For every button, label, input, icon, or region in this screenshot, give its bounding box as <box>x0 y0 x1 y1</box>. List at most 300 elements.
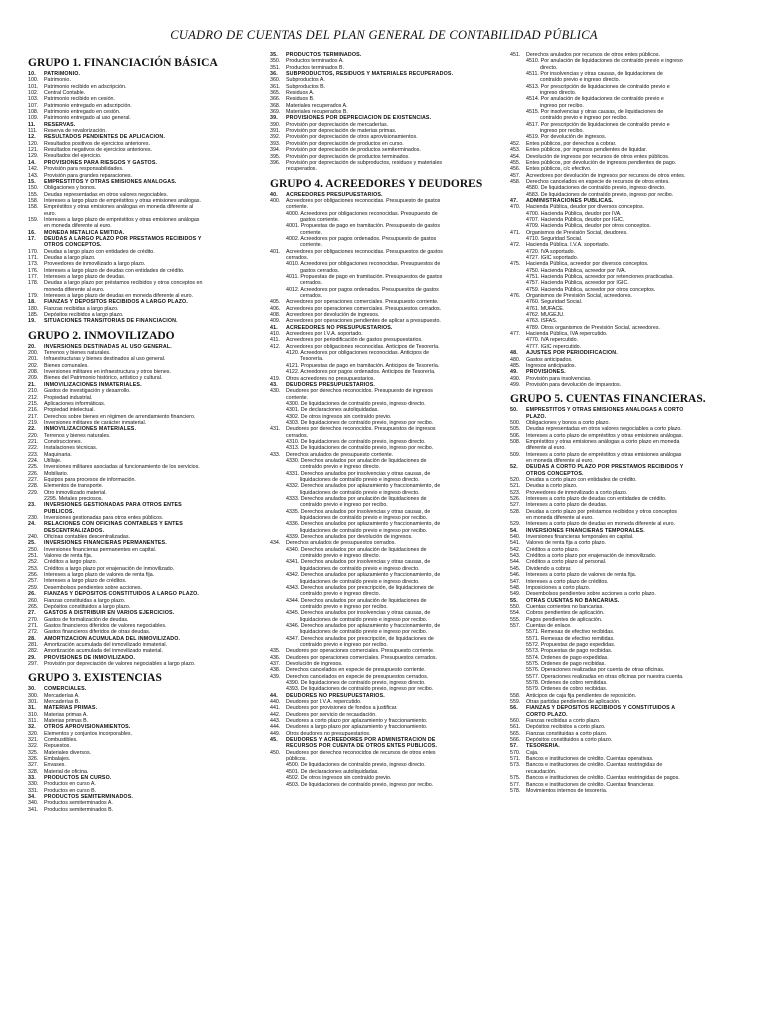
account-text: Patrimonio. <box>44 77 71 84</box>
account-text: Embalajes. <box>44 756 71 763</box>
account-text: Organismos de Previsión Social, acreedores. <box>526 293 632 300</box>
account-text: liquidaciones de contraído previo e ingreso por recibo. <box>300 515 428 522</box>
account-text: 4727. IGIC soportado. <box>526 255 579 261</box>
account-text: Créditos a largo plazo por enajenación de inmovilizado. <box>44 565 175 572</box>
account-code: 566. <box>510 737 521 744</box>
account-code: 222. <box>28 445 39 452</box>
account-text: INVERSIONES DESTINADAS AL USO GENERAL. <box>44 343 172 350</box>
account-text: Subproductos B. <box>286 83 326 90</box>
account-text: Deudores por derechos reconocidos de recursos de otros entes <box>286 749 436 756</box>
account-text: RECURSOS POR CUENTA DE OTROS ENTES PÚBLICOS. <box>286 743 438 750</box>
account-heading <box>28 318 272 324</box>
account-text: Repuestos. <box>44 743 71 750</box>
account-code: 179. <box>28 293 39 300</box>
account-code: 173. <box>28 261 39 268</box>
account-text: Inversiones militares asociadas al funcionamiento de los servicios. <box>44 464 200 471</box>
account-line <box>270 782 510 788</box>
account-text: Productos semiterminados A. <box>44 800 113 807</box>
account-code: 438. <box>270 667 281 674</box>
account-text: Desembolsos pendientes sobre acciones a corto plazo. <box>526 591 656 598</box>
account-code: 17. <box>28 235 36 242</box>
account-line <box>510 788 760 794</box>
account-code: 419. <box>270 375 281 382</box>
account-code: 390. <box>270 121 281 128</box>
account-code: 571. <box>510 756 521 763</box>
account-text: 4346. Derechos anulados por aplazamiento y fraccionamiento, de <box>286 622 441 629</box>
account-code: 449. <box>270 730 281 737</box>
account-text: Depósitos constituidos a largo plazo. <box>44 603 131 610</box>
account-text: Acreedores por obligaciones reconocidas. Anticipos de Tesorería. <box>286 343 440 350</box>
account-text: Depósitos recibidos a corto plazo. <box>526 724 606 731</box>
account-text: Obligaciones y bonos a corto plazo. <box>526 419 610 426</box>
account-text: 4500. De liquidaciones de contraído previo, ingreso directo. <box>286 762 426 769</box>
account-text: Otro inmovilizado material. <box>44 489 107 496</box>
account-text: MONEDA METÁLICA EMITIDA. <box>44 229 125 236</box>
account-text: Mobiliario. <box>44 470 69 477</box>
account-code: 55. <box>510 597 518 604</box>
account-text: 4757. Hacienda Pública, acreedor por IGIC. <box>526 280 629 287</box>
account-text: MATERIAS PRIMAS. <box>44 705 98 712</box>
account-text: Deudas representadas en otros valores negociables a corto plazo. <box>526 426 682 433</box>
account-text: 4759. Hacienda Pública, acreedor por otros conceptos. <box>526 286 656 293</box>
account-text: AJUSTES POR PERIODIFICACIÓN. <box>526 350 618 357</box>
account-code: 30. <box>28 686 36 693</box>
account-text: Intereses a largo plazo de empréstitos y otras emisiones análogas <box>44 216 200 223</box>
account-code: 282. <box>28 648 39 655</box>
account-text: Acreedores por operaciones pendientes de aplicar a presupuesto. <box>286 318 441 325</box>
account-code: 341. <box>28 806 39 813</box>
account-text: Gastos de investigación y desarrollo. <box>44 388 131 395</box>
account-text: Inversiones militares de carácter inmaterial. <box>44 419 147 426</box>
account-text: Deudores por derechos reconocidos. Presupuestos de ingresos <box>286 426 436 433</box>
account-text: 4502. De otros ingresos sin contraído previo. <box>286 775 392 782</box>
account-text: Gastos financieros diferidos de valores negociables. <box>44 622 167 629</box>
account-line <box>28 807 272 813</box>
account-text: INVERSIONES FINANCIERAS TEMPORALES. <box>526 527 645 534</box>
account-code: 499. <box>510 381 521 388</box>
account-text: Derechos cancelados en especie de presupuestos cerrados. <box>286 673 429 680</box>
account-text: corriente. <box>286 394 309 401</box>
account-code: 201. <box>28 356 39 363</box>
account-code: 27. <box>28 610 36 617</box>
account-code: 212. <box>28 394 39 401</box>
account-code: 431. <box>270 426 281 433</box>
account-text: Resultados positivos de ejercicios anteriores. <box>44 140 150 147</box>
group-heading: GRUPO 5. CUENTAS FINANCIERAS. <box>510 393 706 406</box>
account-text: DEUDORES PRESUPUESTARIOS. <box>286 381 376 388</box>
account-text: contraído previo e ingreso por recibo. <box>300 502 388 509</box>
account-code: 101. <box>28 83 39 90</box>
account-code: 360. <box>270 77 281 84</box>
account-code: 437. <box>270 660 281 667</box>
account-code: 330. <box>28 781 39 788</box>
account-code: 545. <box>510 565 521 572</box>
account-text: Productos terminados B. <box>286 64 344 71</box>
account-text: liquidaciones de contraído previo e ingreso directo. <box>300 565 420 572</box>
account-code: 550. <box>510 603 521 610</box>
account-text: 5571. Remesas de efectivo remitidas. <box>526 635 615 642</box>
account-text: Patrimonio recibido en cesión. <box>44 96 115 103</box>
account-code: 257. <box>28 578 39 585</box>
account-text: 4336. Derechos anulados por aplazamiento y fraccionamiento, de <box>286 521 441 528</box>
account-text: Dividendo a cobrar. <box>526 565 572 572</box>
account-code: 331. <box>28 787 39 794</box>
account-text: euro. <box>44 210 57 217</box>
account-text: 4343. Derechos anulados por prescripción, de liquidaciones de <box>286 584 434 591</box>
account-text: Otras partidas pendientes de aplicación. <box>526 699 621 706</box>
account-code: 40. <box>270 191 278 198</box>
account-text: AMORTIZACIÓN ACUMULADA DEL INMOVILIZADO. <box>44 635 181 642</box>
account-text: cerrados. <box>286 432 309 439</box>
account-text: PROVISIONES. <box>526 369 566 376</box>
account-code: 171. <box>28 254 39 261</box>
account-code: 229. <box>28 489 39 496</box>
account-code: 18. <box>28 299 36 306</box>
account-code: 540. <box>510 534 521 541</box>
account-text: PRODUCTOS EN CURSO. <box>44 775 112 782</box>
account-code: 559. <box>510 699 521 706</box>
account-text: Valores de renta fija a corto plazo. <box>526 540 606 547</box>
account-text: moneda diferente al euro. <box>44 286 105 293</box>
account-code: 224. <box>28 457 39 464</box>
account-text: liquidaciones de contraído previo e ingreso directo. <box>300 477 420 483</box>
account-text: Provisión por depreciación de productos en curso. <box>286 140 404 147</box>
account-code: 54. <box>510 527 518 534</box>
account-text: Provisión para grandes reparaciones. <box>44 172 133 179</box>
account-text: PRODUCTOS SEMITERMINADOS. <box>44 794 133 801</box>
account-code: 176. <box>28 267 39 274</box>
account-text: Combustibles. <box>44 737 78 744</box>
account-code: 26. <box>28 591 36 598</box>
account-code: 35. <box>270 52 278 58</box>
account-text: 5571. Remesas de efectivo recibidas. <box>526 629 615 636</box>
account-code: 20. <box>28 343 36 350</box>
account-text: gastos cerrados. <box>300 267 340 274</box>
account-text: 5574. Órdenes de pago expedidas. <box>526 654 609 661</box>
account-code: 542. <box>510 546 521 553</box>
account-text: Bancos e instituciones de crédito. Cuentas restringidas de <box>526 762 663 769</box>
account-text: Acreedores por devolución de ingresos por recursos de otros entes. <box>526 172 686 179</box>
account-code: 561. <box>510 724 521 731</box>
account-text: Derechos cancelados en especie de recursos de otros entes. <box>526 178 670 185</box>
account-text: TESORERÍA. <box>526 743 560 750</box>
account-code: 365. <box>270 90 281 97</box>
account-text: en moneda diferente al euro. <box>526 515 594 522</box>
account-text: 4750. Hacienda Pública, acreedor por IVA. <box>526 267 627 274</box>
account-text: 4012. Acreedores por pagos ordenados. Presupuestos de gastos <box>286 286 439 293</box>
account-text: Provisión por depreciación de valores negociables a largo plazo. <box>44 660 196 667</box>
account-text: Derechos anulados por recursos de otros entes públicos. <box>526 52 660 58</box>
account-text: Pagos pendientes de aplicación. <box>526 616 603 623</box>
account-text: Patrimonio entregado en adscripción. <box>44 102 132 109</box>
account-text: 4763. ISFAS. <box>526 318 558 325</box>
account-text: 4514. Por anulación de liquidaciones de contraído previo e <box>526 96 664 103</box>
account-text: Hacienda Pública, IVA repercutido. <box>526 331 608 338</box>
account-text: Derechos cancelados en especie de presupuesto corriente. <box>286 667 426 674</box>
account-text: Devolución de ingresos. <box>286 660 343 667</box>
account-text: Deudores por derechos reconocidos. Presupuesto de ingresos <box>286 388 433 395</box>
account-text: Provisión por depreciación de productos terminados. <box>286 153 410 160</box>
account-text: Provisión para insolvencias. <box>526 375 592 382</box>
account-code: 442. <box>270 711 281 718</box>
account-text: GASTOS A DISTRIBUIR EN VARIOS EJERCICIOS. <box>44 610 175 617</box>
account-text: 4700. Hacienda Pública, deudor por IVA. <box>526 210 622 217</box>
account-code: 43. <box>270 381 278 388</box>
account-code: 265. <box>28 603 39 610</box>
account-text: Productos en curso A. <box>44 781 96 788</box>
account-text: recaudación. <box>526 768 557 775</box>
account-text: Acreedores por devolución de ingresos. <box>286 312 380 319</box>
account-text: Tesorería. <box>300 356 324 363</box>
account-code: 480. <box>510 356 521 363</box>
account-code: 228. <box>28 483 39 490</box>
account-text: Materiales diversos. <box>44 749 92 756</box>
group-heading: GRUPO 3. EXISTENCIAS <box>28 672 162 685</box>
account-text: Patrimonio entregado en cesión. <box>44 109 121 116</box>
account-text: 4517. Por prescripción de liquidaciones de contraído previo e <box>526 121 670 128</box>
account-text: 5575. Órdenes de pago recibidas. <box>526 660 606 667</box>
account-code: 121. <box>28 147 39 154</box>
account-text: diferente al euro. <box>526 445 566 452</box>
account-code: 34. <box>28 794 36 801</box>
account-text: Deudas a largo plazo con entidades de crédito. <box>44 248 155 255</box>
account-code: 177. <box>28 274 39 280</box>
account-text: Maquinaria. <box>44 451 72 458</box>
account-text: ACREEDORES PRESUPUESTARIOS. <box>286 191 383 198</box>
account-code: 223. <box>28 451 39 458</box>
account-text: Materiales recuperados B. <box>286 109 348 116</box>
account-code: 256. <box>28 572 39 579</box>
account-text: corriente. <box>300 242 323 249</box>
account-code: 44. <box>270 692 278 699</box>
account-text: Equipos para procesos de información. <box>44 476 136 483</box>
account-text: Materias primas B. <box>44 718 89 724</box>
account-text: Proveedores de inmovilizado a corto plazo. <box>526 489 628 496</box>
account-text: Devolución de ingresos por recursos de otros entes públicos. <box>526 153 670 160</box>
account-text: Materias primas A. <box>44 711 88 718</box>
account-code: 322. <box>28 743 39 750</box>
account-text: cerrados. <box>286 254 309 261</box>
account-text: Instalaciones técnicas. <box>44 445 98 452</box>
account-text: contraído previo e ingreso por recibo. <box>540 115 628 122</box>
account-code: 108. <box>28 109 39 116</box>
account-code: 320. <box>28 730 39 737</box>
account-code: 22. <box>28 426 36 433</box>
account-text: Deudores a corto plazo por aplazamiento y fraccionamiento. <box>286 718 428 725</box>
account-code: 430. <box>270 388 281 395</box>
account-text: Intereses a corto plazo de empréstitos y otras emisiones análogas. <box>526 432 683 439</box>
account-code: 217. <box>28 413 39 420</box>
account-text: Terrenos y bienes naturales. <box>44 350 111 357</box>
account-text: 5577. Operaciones realizadas en otras oficinas por nuestra cuenta. <box>526 673 684 680</box>
account-text: 4310. De liquidaciones de contraído previo, ingreso directo. <box>286 438 426 445</box>
account-text: Residuos B. <box>286 96 315 103</box>
account-text: Central Contable. <box>44 90 86 97</box>
account-text: Otros acreedores no presupuestarios. <box>286 375 375 382</box>
account-code: 575. <box>510 775 521 782</box>
account-code: 221. <box>28 438 39 445</box>
account-code: 36. <box>270 71 278 78</box>
account-code: 321. <box>28 737 39 744</box>
account-text: Derechos sobre bienes en régimen de arrendamiento financiero. <box>44 413 196 420</box>
account-code: 270. <box>28 616 39 623</box>
account-code: 557. <box>510 622 521 629</box>
account-text: Deudores por I.V.A. repercutido. <box>286 699 362 706</box>
account-code: 250. <box>28 546 39 553</box>
account-text: Provisión por depreciación de otros aprovisionamientos. <box>286 134 418 141</box>
column-2 <box>270 52 510 1020</box>
account-text: PLAZO. <box>526 413 547 420</box>
account-text: Bienes del Patrimonio histórico, artístico y cultural. <box>44 375 163 382</box>
account-code: 361. <box>270 83 281 90</box>
account-text: corriente. <box>286 204 309 211</box>
account-code: 546. <box>510 572 521 579</box>
account-code: 102. <box>28 90 39 97</box>
account-text: cerrados. <box>300 280 323 287</box>
account-text: 4390. De liquidaciones de contraído previo, ingreso directo. <box>286 680 426 686</box>
account-text: Depósitos recibidos a largo plazo. <box>44 312 124 319</box>
account-text: ingreso por recibo. <box>540 102 584 109</box>
account-text: 2295. Metales preciosos. <box>44 496 103 502</box>
account-text: Valores de renta fija. <box>44 553 93 560</box>
account-text: FIANZAS Y DEPÓSITOS RECIBIDOS Y CONSTITUIDOS A <box>526 705 676 712</box>
account-text: 4331. Derechos anulados por insolvencias y otras causas, de <box>286 470 431 477</box>
account-text: Movimientos internos de tesorería. <box>526 787 608 794</box>
account-code: 129. <box>28 153 39 160</box>
account-code: 527. <box>510 502 521 509</box>
account-code: 455. <box>510 159 521 166</box>
account-text: Empréstitos y otras emisiones análogas en moneda diferente al <box>44 204 194 211</box>
account-code: 328. <box>28 768 39 775</box>
account-text: Patrimonio entregado al uso general. <box>44 115 131 122</box>
account-code: 505. <box>510 426 521 433</box>
account-code: 311. <box>28 718 38 724</box>
account-code: 120. <box>28 140 39 147</box>
account-code: 271. <box>28 622 39 629</box>
account-text: Intereses a largo plazo de valores de renta fija. <box>44 572 155 579</box>
account-code: 548. <box>510 584 521 591</box>
account-code: 406. <box>270 305 281 312</box>
account-code: 565. <box>510 730 521 737</box>
account-text: Empréstitos y otras emisiones análogas a corto plazo en moneda <box>526 438 680 445</box>
account-text: Desembolsos pendientes sobre acciones. <box>44 584 143 591</box>
account-code: 554. <box>510 610 521 617</box>
account-text: Cuentas de enlace. <box>526 622 572 629</box>
account-text: CORTO PLAZO. <box>526 711 568 718</box>
account-code: 12. <box>28 134 36 141</box>
account-text: Inversiones financieras permanentes en capital. <box>44 546 157 553</box>
account-code: 368. <box>270 102 281 109</box>
account-code: 48. <box>510 350 518 357</box>
account-code: 477. <box>510 331 521 338</box>
account-code: 200. <box>28 350 39 357</box>
account-text: Otros deudores no presupuestarios. <box>286 730 371 737</box>
account-text: SITUACIONES TRANSITORIAS DE FINANCIACIÓN. <box>44 318 178 325</box>
account-code: 458. <box>510 178 521 185</box>
account-text: 4345. Derechos anulados por insolvencias y otras causas, de <box>286 610 431 617</box>
account-code: 33. <box>28 775 36 782</box>
account-text: contraído previo e ingreso directo. <box>540 77 621 84</box>
account-text: Intereses a largo plazo de créditos. <box>44 578 127 585</box>
account-text: Productos terminados A. <box>286 58 344 65</box>
account-text: 5579. Órdenes de cobro recibidas. <box>526 686 608 693</box>
account-code: 475. <box>510 261 521 268</box>
account-text: Anticipos de caja fija pendientes de reposición. <box>526 692 637 699</box>
account-text: 4000. Acreedores por obligaciones reconocidas. Presupuesto de <box>286 210 438 217</box>
account-text: Deudores por provisiones de fondos a justificar. <box>286 705 398 712</box>
account-text: 4010. Acreedores por obligaciones reconocidas. Presupuestos de <box>286 261 441 268</box>
account-text: Intereses a largo plazo de deudas en moneda diferente al euro. <box>44 293 194 300</box>
account-text: 5573. Propuestas de pago recibidas. <box>526 648 613 655</box>
account-text: COMERCIALES. <box>44 686 87 693</box>
account-text: EMPRÉSTITOS Y OTRAS EMISIONES ANÁLOGAS. <box>44 178 177 185</box>
account-code: 411. <box>270 337 280 344</box>
account-text: Mercaderías B. <box>44 698 80 705</box>
account-text: Infraestructuras y bienes destinados al uso general. <box>44 356 166 363</box>
account-code: 520. <box>510 477 521 483</box>
column-3 <box>510 52 760 1020</box>
account-code: 111. <box>28 128 38 135</box>
account-code: 14. <box>28 159 36 166</box>
account-text: Deudas a corto plazo por préstamos recibidos y otros conceptos <box>526 508 678 515</box>
account-code: 49. <box>510 369 518 376</box>
account-text: Bancos e instituciones de crédito. Cuentas financieras. <box>526 781 655 788</box>
account-code: 50. <box>510 407 518 414</box>
account-text: Reserva de revalorización. <box>44 128 107 135</box>
account-code: 434. <box>270 540 281 547</box>
account-code: 143. <box>28 172 39 179</box>
account-text: Deudores por servicio de recaudación. <box>286 711 377 718</box>
account-text: 5576. Operaciones realizadas por cuenta de otras oficinas. <box>526 667 665 674</box>
account-text: Cobros pendientes de aplicación. <box>526 610 605 617</box>
account-text: 4503. De liquidaciones de contraído previo, ingreso por recibo. <box>286 781 434 788</box>
account-code: 202. <box>28 362 39 369</box>
account-text: Intereses a corto plazo de deudas. <box>526 502 608 509</box>
account-code: 107. <box>28 102 39 109</box>
account-text: Bancos e instituciones de crédito. Cuentas operativas. <box>526 756 654 763</box>
account-text: Elementos de transporte. <box>44 483 104 490</box>
account-text: 4710. Seguridad Social. <box>526 235 583 242</box>
account-code: 100. <box>28 77 39 84</box>
account-code: 142. <box>28 166 39 173</box>
account-code: 23. <box>28 502 36 509</box>
account-code: 209. <box>28 375 39 382</box>
account-text: RESULTADOS PENDIENTES DE APLICACIÓN. <box>44 134 165 141</box>
account-code: 16. <box>28 229 36 236</box>
account-code: 400. <box>270 197 281 204</box>
account-code: 436. <box>270 654 281 661</box>
account-code: 450. <box>270 749 281 756</box>
account-code: 208. <box>28 369 39 376</box>
account-code: 454. <box>510 153 521 160</box>
account-text: 5578. Órdenes de cobro remitidas. <box>526 680 608 686</box>
account-code: 412. <box>270 343 281 350</box>
account-text: 4340. Derechos anulados por anulación de liquidaciones de <box>286 546 427 553</box>
account-code: 544. <box>510 559 521 566</box>
account-text: Créditos a corto plazo. <box>526 546 579 553</box>
account-code: 227. <box>28 476 39 483</box>
account-text: FIANZAS Y DEPÓSITOS RECIBIDOS A LARGO PLAZO. <box>44 299 188 306</box>
account-text: Resultados negativos de ejercicios anteriores. <box>44 147 153 154</box>
account-text: 4303. De liquidaciones de contraído previo, ingreso por recibo. <box>286 419 434 426</box>
account-line <box>270 166 510 172</box>
account-text: Inversiones financieras temporales en capital. <box>526 534 634 541</box>
account-text: Deudas a largo plazo por préstamos recibidos y otros conceptos en <box>44 280 203 287</box>
account-text: Propiedad intelectual. <box>44 407 95 414</box>
account-code: 577. <box>510 781 521 788</box>
account-code: 528. <box>510 508 521 515</box>
account-code: 558. <box>510 692 521 699</box>
